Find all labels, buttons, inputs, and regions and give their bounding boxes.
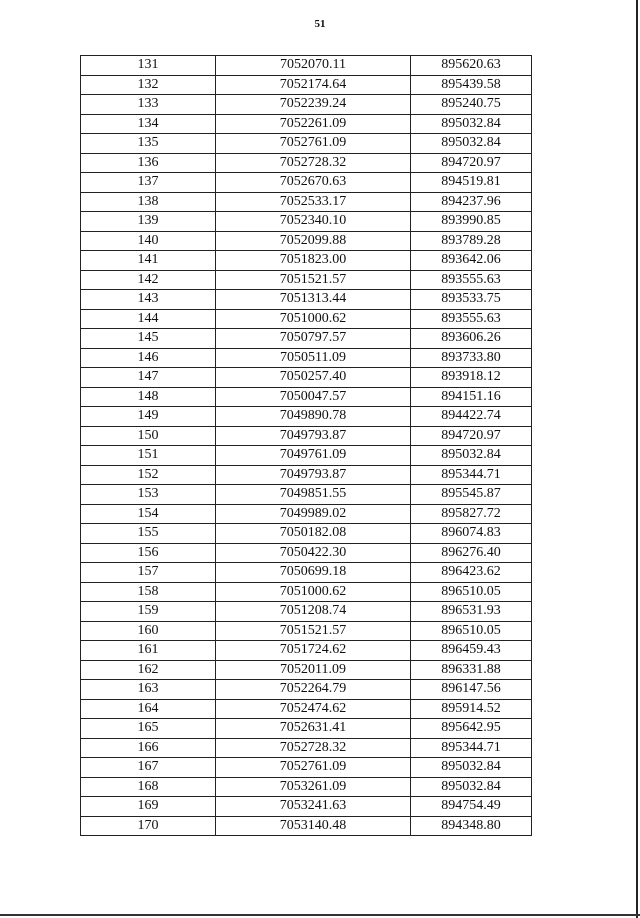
y-coordinate-cell: 894348.80 [411,816,532,836]
y-coordinate-cell: 895032.84 [411,758,532,778]
x-coordinate-cell: 7051313.44 [216,290,411,310]
table-row [81,797,532,817]
table-row [81,446,532,466]
coordinates-table-body [81,56,532,836]
table-row [81,290,532,310]
y-coordinate-cell: 895344.71 [411,738,532,758]
x-coordinate-cell: 7051724.62 [216,641,411,661]
x-coordinate-cell: 7052474.62 [216,699,411,719]
table-row [81,816,532,836]
x-coordinate-cell: 7049793.87 [216,465,411,485]
point-number-cell: 169 [81,797,216,817]
x-coordinate-cell: 7050797.57 [216,329,411,349]
x-coordinate-cell: 7051823.00 [216,251,411,271]
point-number-cell: 136 [81,153,216,173]
page-number: 51 [314,18,326,30]
table-row [81,543,532,563]
x-coordinate-cell: 7050699.18 [216,563,411,583]
scan-edge-bottom [0,914,640,916]
point-number-cell: 132 [81,75,216,95]
y-coordinate-cell: 894519.81 [411,173,532,193]
table-row [81,387,532,407]
point-number-cell: 134 [81,114,216,134]
table-row [81,426,532,446]
table-row [81,309,532,329]
x-coordinate-cell: 7049851.55 [216,485,411,505]
y-coordinate-cell: 895620.63 [411,56,532,76]
table-row [81,680,532,700]
point-number-cell: 135 [81,134,216,154]
y-coordinate-cell: 893555.63 [411,309,532,329]
y-coordinate-cell: 895240.75 [411,95,532,115]
table-row [81,173,532,193]
y-coordinate-cell: 894422.74 [411,407,532,427]
y-coordinate-cell: 896276.40 [411,543,532,563]
y-coordinate-cell: 894151.16 [411,387,532,407]
x-coordinate-cell: 7052261.09 [216,114,411,134]
point-number-cell: 155 [81,524,216,544]
point-number-cell: 156 [81,543,216,563]
x-coordinate-cell: 7049890.78 [216,407,411,427]
y-coordinate-cell: 896331.88 [411,660,532,680]
point-number-cell: 170 [81,816,216,836]
x-coordinate-cell: 7051521.57 [216,621,411,641]
y-coordinate-cell: 895032.84 [411,114,532,134]
table-row [81,95,532,115]
x-coordinate-cell: 7050511.09 [216,348,411,368]
point-number-cell: 147 [81,368,216,388]
y-coordinate-cell: 893789.28 [411,231,532,251]
x-coordinate-cell: 7051208.74 [216,602,411,622]
table-row [81,602,532,622]
table-row [81,621,532,641]
point-number-cell: 151 [81,446,216,466]
x-coordinate-cell: 7051000.62 [216,309,411,329]
y-coordinate-cell: 896423.62 [411,563,532,583]
point-number-cell: 157 [81,563,216,583]
x-coordinate-cell: 7053140.48 [216,816,411,836]
y-coordinate-cell: 895545.87 [411,485,532,505]
x-coordinate-cell: 7052174.64 [216,75,411,95]
x-coordinate-cell: 7050182.08 [216,524,411,544]
point-number-cell: 148 [81,387,216,407]
table-row [81,738,532,758]
table-row [81,465,532,485]
point-number-cell: 142 [81,270,216,290]
table-row [81,524,532,544]
table-row [81,368,532,388]
table-row [81,270,532,290]
point-number-cell: 166 [81,738,216,758]
y-coordinate-cell: 893642.06 [411,251,532,271]
table-row [81,504,532,524]
point-number-cell: 165 [81,719,216,739]
x-coordinate-cell: 7052011.09 [216,660,411,680]
table-row [81,231,532,251]
point-number-cell: 161 [81,641,216,661]
y-coordinate-cell: 895439.58 [411,75,532,95]
point-number-cell: 143 [81,290,216,310]
table-row [81,660,532,680]
x-coordinate-cell: 7052070.11 [216,56,411,76]
point-number-cell: 145 [81,329,216,349]
y-coordinate-cell: 893555.63 [411,270,532,290]
point-number-cell: 149 [81,407,216,427]
point-number-cell: 164 [81,699,216,719]
table-row [81,348,532,368]
x-coordinate-cell: 7052728.32 [216,738,411,758]
point-number-cell: 144 [81,309,216,329]
table-row [81,153,532,173]
table-row [81,114,532,134]
point-number-cell: 153 [81,485,216,505]
x-coordinate-cell: 7052239.24 [216,95,411,115]
x-coordinate-cell: 7050422.30 [216,543,411,563]
y-coordinate-cell: 896531.93 [411,602,532,622]
table-row [81,329,532,349]
y-coordinate-cell: 893606.26 [411,329,532,349]
table-row [81,485,532,505]
point-number-cell: 141 [81,251,216,271]
x-coordinate-cell: 7050047.57 [216,387,411,407]
y-coordinate-cell: 895032.84 [411,446,532,466]
point-number-cell: 146 [81,348,216,368]
y-coordinate-cell: 896459.43 [411,641,532,661]
x-coordinate-cell: 7052670.63 [216,173,411,193]
table-row [81,582,532,602]
point-number-cell: 152 [81,465,216,485]
table-row [81,75,532,95]
table-row [81,134,532,154]
table-row [81,212,532,232]
table-row [81,563,532,583]
x-coordinate-cell: 7051521.57 [216,270,411,290]
table-row [81,641,532,661]
table-row [81,719,532,739]
point-number-cell: 167 [81,758,216,778]
x-coordinate-cell: 7051000.62 [216,582,411,602]
table-row [81,699,532,719]
coordinates-table [80,55,532,836]
point-number-cell: 133 [81,95,216,115]
x-coordinate-cell: 7053241.63 [216,797,411,817]
table-row [81,777,532,797]
x-coordinate-cell: 7049989.02 [216,504,411,524]
point-number-cell: 163 [81,680,216,700]
x-coordinate-cell: 7052099.88 [216,231,411,251]
y-coordinate-cell: 896074.83 [411,524,532,544]
x-coordinate-cell: 7049793.87 [216,426,411,446]
y-coordinate-cell: 896147.56 [411,680,532,700]
table-row [81,758,532,778]
table-row [81,407,532,427]
y-coordinate-cell: 894720.97 [411,153,532,173]
point-number-cell: 131 [81,56,216,76]
point-number-cell: 140 [81,231,216,251]
y-coordinate-cell: 896510.05 [411,621,532,641]
x-coordinate-cell: 7052533.17 [216,192,411,212]
x-coordinate-cell: 7049761.09 [216,446,411,466]
y-coordinate-cell: 893990.85 [411,212,532,232]
y-coordinate-cell: 893918.12 [411,368,532,388]
x-coordinate-cell: 7050257.40 [216,368,411,388]
y-coordinate-cell: 895032.84 [411,134,532,154]
point-number-cell: 159 [81,602,216,622]
point-number-cell: 137 [81,173,216,193]
x-coordinate-cell: 7052264.79 [216,680,411,700]
x-coordinate-cell: 7052761.09 [216,134,411,154]
y-coordinate-cell: 895827.72 [411,504,532,524]
y-coordinate-cell: 894720.97 [411,426,532,446]
y-coordinate-cell: 895032.84 [411,777,532,797]
point-number-cell: 150 [81,426,216,446]
y-coordinate-cell: 895914.52 [411,699,532,719]
x-coordinate-cell: 7052340.10 [216,212,411,232]
y-coordinate-cell: 895642.95 [411,719,532,739]
x-coordinate-cell: 7052761.09 [216,758,411,778]
table-row [81,251,532,271]
table-row [81,56,532,76]
point-number-cell: 160 [81,621,216,641]
scan-edge-right [636,0,638,918]
table-row [81,192,532,212]
y-coordinate-cell: 894237.96 [411,192,532,212]
point-number-cell: 168 [81,777,216,797]
y-coordinate-cell: 893533.75 [411,290,532,310]
x-coordinate-cell: 7052728.32 [216,153,411,173]
y-coordinate-cell: 895344.71 [411,465,532,485]
y-coordinate-cell: 894754.49 [411,797,532,817]
y-coordinate-cell: 893733.80 [411,348,532,368]
point-number-cell: 162 [81,660,216,680]
x-coordinate-cell: 7053261.09 [216,777,411,797]
point-number-cell: 154 [81,504,216,524]
point-number-cell: 158 [81,582,216,602]
x-coordinate-cell: 7052631.41 [216,719,411,739]
point-number-cell: 138 [81,192,216,212]
y-coordinate-cell: 896510.05 [411,582,532,602]
point-number-cell: 139 [81,212,216,232]
